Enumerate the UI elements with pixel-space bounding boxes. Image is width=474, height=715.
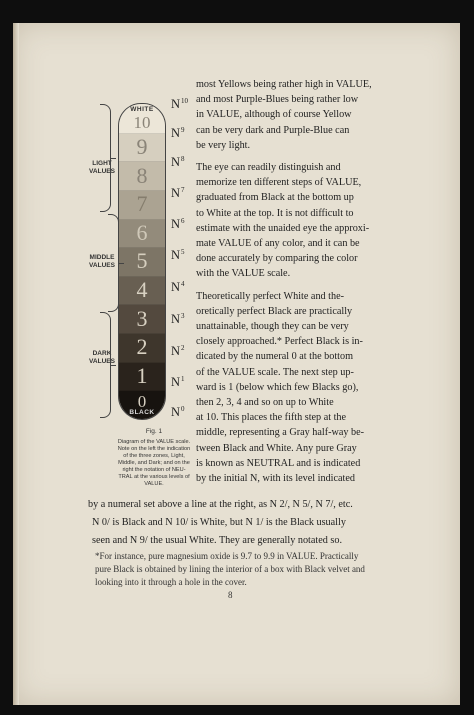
text-line: is known as NEUTRAL and is indicated [196,457,361,469]
text-line: dicated by the numeral 0 at the bottom [196,351,354,363]
value-step-numeral: 4 [136,277,148,303]
text-line: The eye can readily distinguish and [196,162,341,173]
text-line: mate VALUE of any color, and it can be [196,238,360,249]
text-line: estimate with the unaided eye the approxi- [196,222,370,234]
value-step-1 [119,362,165,392]
text-line: by the initial N, with its level indicated [196,473,356,484]
text-line: memorize ten different steps of VALUE, [196,177,362,189]
caption-line: right the notation of NEU- [122,467,186,473]
neutral-level: 2 [181,344,185,352]
text-line: ward is 1 (below which few Blacks go), [196,381,359,393]
zone-light-line-1: LIGHT [92,160,112,167]
neutral-label [171,376,185,389]
page-number: 8 [228,590,233,600]
text-line: Theoretically perfect White and the- [196,290,345,302]
footnote-line: looking into it through a hole in the cover. [95,577,247,587]
neutral-label [171,406,185,419]
zone-light-line-2: VALUES [89,168,115,175]
neutral-level: 10 [181,97,189,105]
neutral-label [171,281,185,294]
neutral-label [171,345,185,358]
neutral-letter: N [171,155,181,169]
neutral-level: 8 [181,155,185,163]
neutral-level: 5 [181,248,185,256]
text-line: seen and N 9/ the usual White. They are generally notated so. [92,535,342,546]
neutral-letter: N [171,248,181,262]
neutral-letter: N [171,280,181,294]
figure-caption [100,428,208,488]
text-line: oretically perfect Black are practically [196,305,353,317]
value-step-6 [119,219,165,249]
value-step-numeral: 10 [133,112,151,132]
caption-line: VALUE. [144,481,164,487]
neutral-letter: N [171,186,181,200]
text-line: at 10. This places the fifth step at the [196,412,347,424]
neutral-letter: N [171,126,181,140]
value-step-9 [119,133,165,163]
zone-middle-brace [108,214,119,312]
neutral-level: 1 [181,375,185,383]
caption-line: of the three zones, Light, [123,453,185,459]
figure-number: Fig. 1 [145,428,163,435]
text-line: be very light. [196,139,251,151]
text-line: to White at the top. It is not difficult to [196,207,354,219]
text-line: by a numeral set above a line at the right, as N 2/, N 5/, N 7/, etc. [88,499,353,510]
neutral-label [171,187,185,200]
caption-line: Middle, and Dark; and on the [118,460,190,466]
page-binding-edge [13,23,19,705]
value-step-7 [119,190,165,220]
caption-line: TRAL at the various levels of [118,474,190,480]
neutral-level: 4 [181,280,185,288]
zone-middle-line-1: MIDDLE [89,254,115,261]
value-step-numeral: 0 [137,392,147,412]
neutral-letter: N [171,217,181,231]
zone-dark-brace [100,312,111,418]
value-step-numeral: 3 [136,305,148,331]
text-line: middle, representing a Gray half-way be- [196,427,365,439]
text-line: in VALUE, although of course Yellow [196,109,352,121]
neutral-label [171,127,185,140]
value-step-numeral: 8 [136,162,148,188]
neutral-label [171,156,185,169]
neutral-label [171,249,185,262]
scale-white-label: WHITE [130,106,154,113]
neutral-letter: N [171,375,181,389]
value-step-numeral: 2 [136,334,148,360]
text-line: then 2, 3, 4 and so on up to White [196,397,334,408]
neutral-level: 9 [181,126,185,134]
value-step-4 [119,276,165,306]
text-line: done accurately by comparing the color [196,253,358,265]
footnote-line: pure Black is obtained by lining the interior of a box with Black velvet and [95,564,365,574]
value-step-3 [119,304,165,334]
caption-line: Note on the left the indication [117,446,191,452]
text-line: of the VALUE scale. The next step up- [196,366,354,378]
text-line: unattainable, though they can be very [196,321,349,332]
footnote-line: *For instance, pure magnesium oxide is 9.7 to 9.9 in VALUE. Practically [95,551,359,561]
zone-dark-line-2: VALUES [89,358,115,365]
text-line: and most Purple-Blues being rather low [196,94,359,106]
value-step-numeral: 6 [136,219,148,245]
value-step-numeral: 7 [136,191,148,217]
scale-black-label: BLACK [129,409,155,416]
neutral-level: 7 [181,186,185,194]
text-line: tween Black and White. Any pure Gray [196,442,357,454]
zone-middle-line-2: VALUES [89,262,115,269]
neutral-letter: N [171,405,181,419]
value-step-numeral: 5 [136,248,148,274]
neutral-level: 0 [181,405,185,413]
text-line: with the VALUE scale. [196,268,291,280]
neutral-level: 3 [181,312,185,320]
neutral-label [171,313,185,326]
neutral-level: 6 [181,217,185,225]
neutral-letter: N [171,344,181,358]
neutral-letter: N [171,97,181,111]
text-line: most Yellows being rather high in VALUE, [196,79,372,90]
value-step-numeral: 1 [136,363,148,389]
text-line: N 0/ is Black and N 10/ is White, but N 1/ is the Black usually [92,517,346,528]
neutral-label [171,218,185,231]
text-line: closely approached.* Perfect Black is in- [196,336,363,348]
caption-line: Diagram of the VALUE scale. [117,439,191,445]
text-line: graduated from Black at the bottom up [196,192,354,204]
zone-light-brace [100,104,111,212]
zone-dark-line-1: DARK [92,350,112,357]
value-step-numeral: 9 [136,133,148,159]
neutral-label [171,98,188,111]
text-line: can be very dark and Purple-Blue can [196,124,350,136]
neutral-letter: N [171,312,181,326]
